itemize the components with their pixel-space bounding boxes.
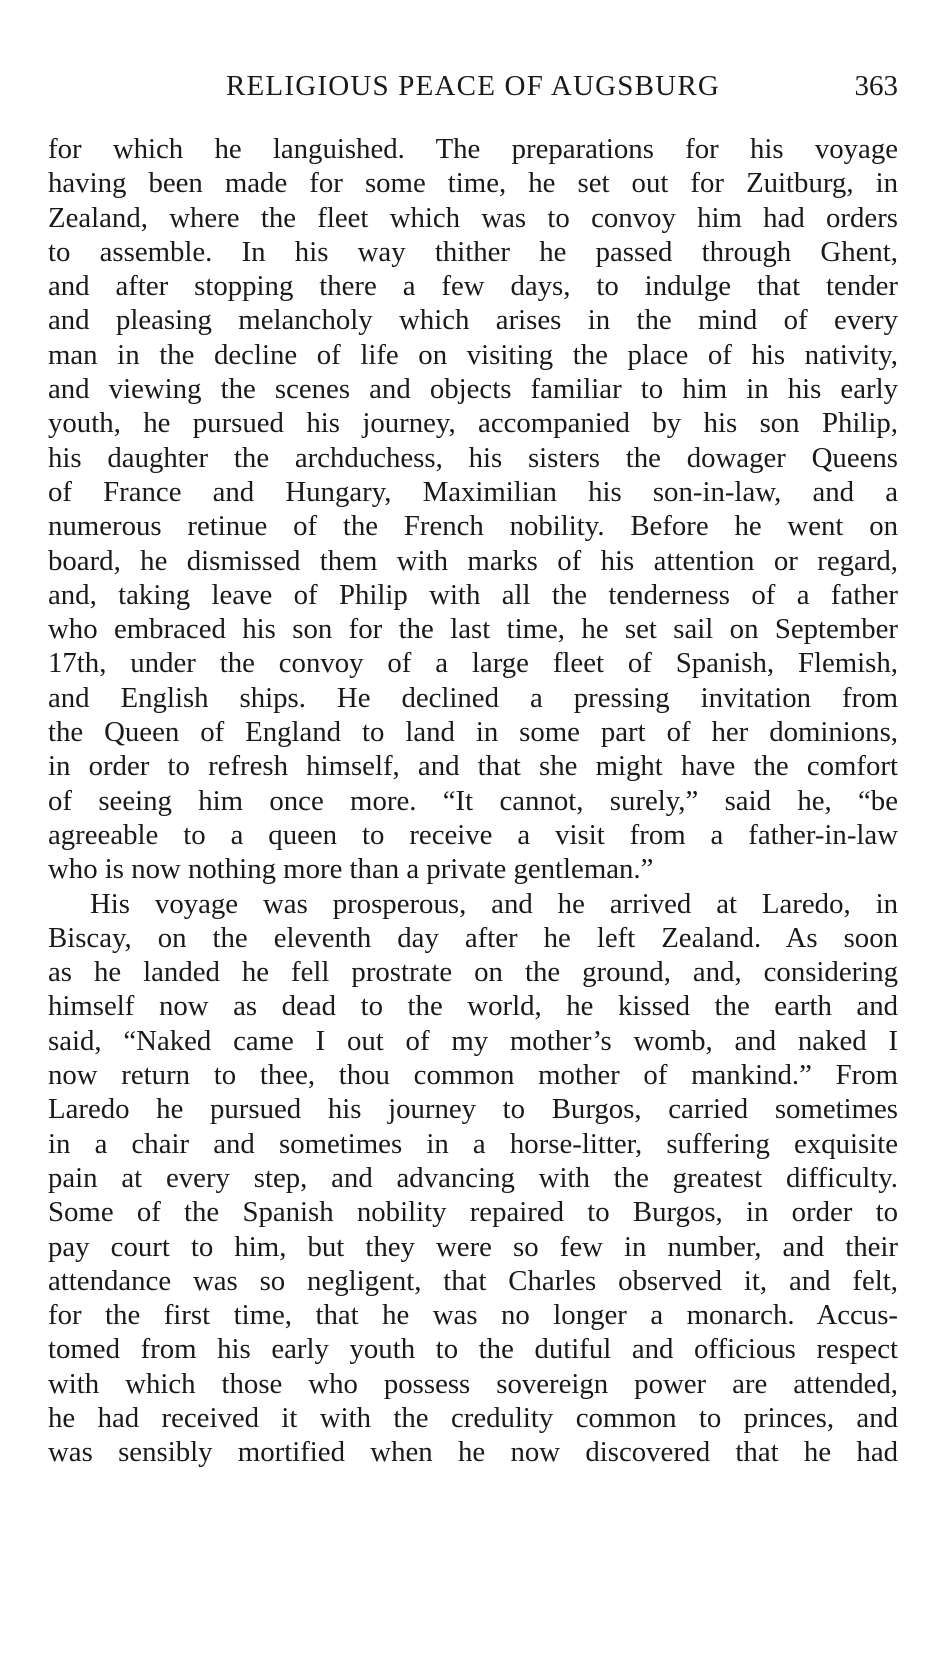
paragraph-1 [48,132,898,887]
text-line: and English ships. He declined a pressing invitation from [48,681,898,714]
text-line: and viewing the scenes and objects familiar to him in his early [48,373,898,406]
text-line: 17th, under the convoy of a large fleet of Spanish, Flemish, [48,647,898,680]
running-title: RELIGIOUS PEACE OF AUGSBURG [225,70,721,102]
text-line: for the first time, that he was no longer a monarch. Accus- [48,1299,898,1332]
text-line: and after stopping there a few days, to indulge that tender [48,270,898,303]
text-line: Zealand, where the fleet which was to convoy him had orders [48,201,898,234]
running-head [48,64,898,116]
text-line: for which he languished. The preparations for his voyage [48,133,898,165]
text-line: His voyage was prosperous, and he arrived at Laredo, in [90,887,898,920]
text-line: agreeable to a queen to receive a visit from a father-in-law [48,818,898,851]
text-line: who is now nothing more than a private gentleman.” [48,853,654,886]
text-line: with which those who possess sovereign power are attended, [48,1367,898,1400]
text-line: pain at every step, and advancing with the greatest difficulty. [48,1161,898,1194]
paragraph-2 [48,887,898,1470]
text-line: of France and Hungary, Maximilian his son-in-law, and a [48,475,898,508]
text-line: and, taking leave of Philip with all the tenderness of a father [48,578,898,611]
text-line: to assemble. In his way thither he passed through Ghent, [48,235,898,268]
text-line: the Queen of England to land in some part of her dominions, [48,716,898,749]
text-line: Some of the Spanish nobility repaired to Burgos, in order to [48,1196,898,1229]
text-line: himself now as dead to the world, he kissed the earth and [48,990,898,1023]
text-line: having been made for some time, he set out for Zuitburg, in [48,167,898,200]
book-page [48,64,898,1470]
text-line: and pleasing melancholy which arises in the mind of every [48,304,898,337]
text-line: of seeing him once more. “It cannot, surely,” said he, “be [48,784,898,817]
text-line: tomed from his early youth to the dutiful and officious respect [48,1333,898,1366]
text-line: said, “Naked came I out of my mother’s womb, and naked I [48,1024,898,1057]
text-line: in a chair and sometimes in a horse-litter, suffering exquisite [48,1127,898,1160]
text-line: board, he dismissed them with marks of his attention or regard, [48,544,898,577]
text-line: Biscay, on the eleventh day after he left Zealand. As soon [48,921,898,954]
text-line: he had received it with the credulity common to princes, and [48,1401,898,1434]
text-line: youth, he pursued his journey, accompanied by his son Philip, [48,407,898,440]
text-line: numerous retinue of the French nobility. Before he went on [48,510,898,543]
page-number: 363 [854,70,898,102]
body-text [48,132,898,1470]
text-line: attendance was so negligent, that Charles observed it, and felt, [48,1264,898,1297]
text-line: in order to refresh himself, and that she might have the comfort [48,750,898,783]
text-line: as he landed he fell prostrate on the ground, and, considering [48,956,898,989]
text-line: now return to thee, thou common mother of mankind.” From [48,1059,898,1092]
text-line: man in the decline of life on visiting the place of his nativity, [48,338,898,371]
text-line: Laredo he pursued his journey to Burgos, carried sometimes [48,1093,898,1126]
text-line: who embraced his son for the last time, he set sail on September [48,613,898,646]
text-line: his daughter the archduchess, his sisters the dowager Queens [48,441,898,474]
text-line: was sensibly mortified when he now discovered that he had [48,1436,898,1469]
text-line: pay court to him, but they were so few in number, and their [48,1230,898,1263]
